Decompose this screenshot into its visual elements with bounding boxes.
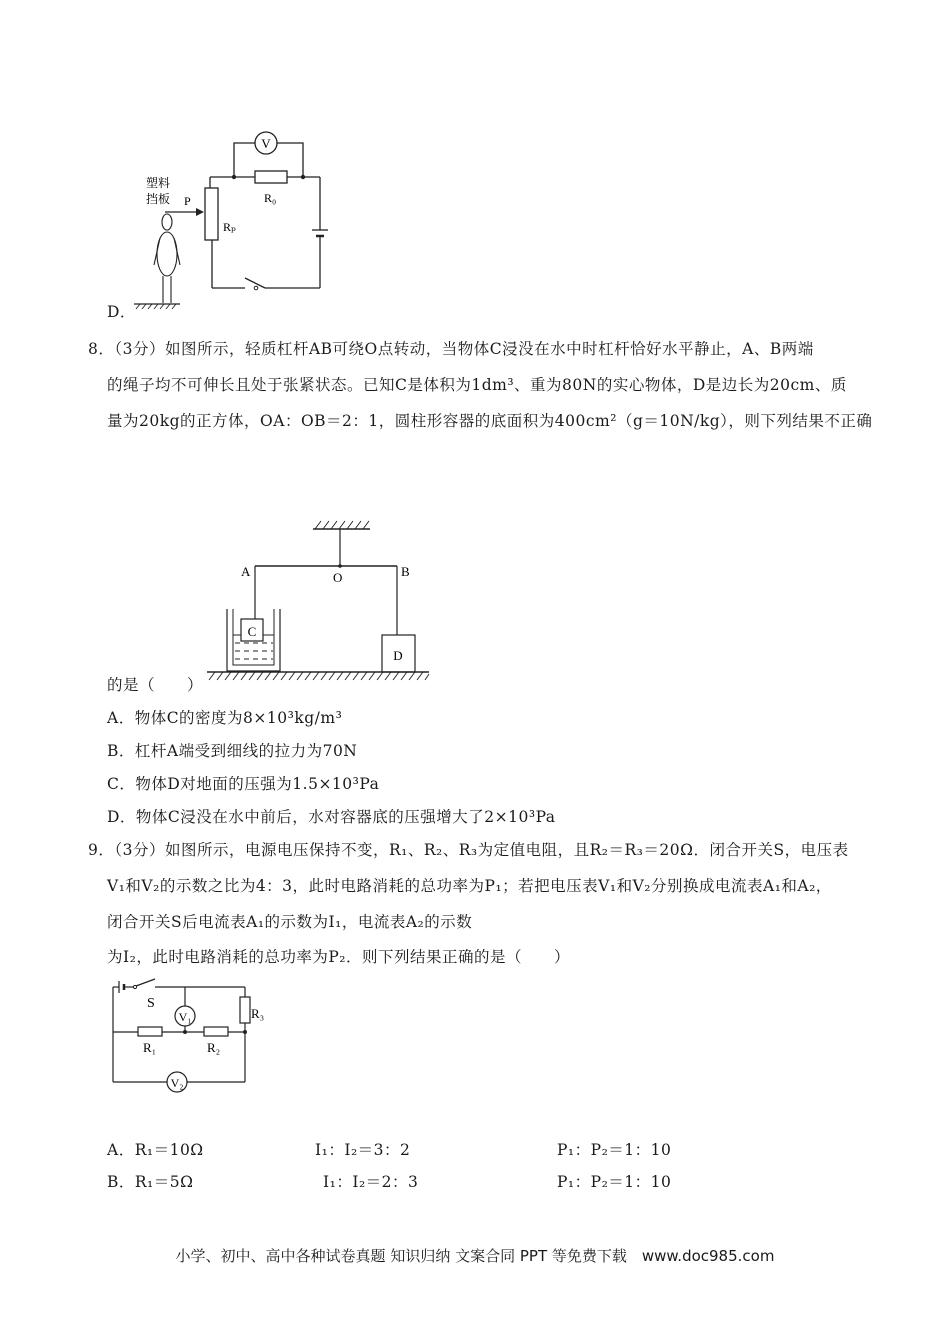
plate-label-2: 挡板 — [146, 192, 171, 206]
q8-lever-figure — [205, 515, 435, 690]
block-c-label: C — [247, 624, 257, 639]
q9-circuit-figure — [105, 975, 280, 1095]
q9-option-b-col3: P₁：P₂＝1：10 — [557, 1173, 672, 1191]
q9-option-b-col1: B．R₁＝5Ω — [107, 1173, 194, 1191]
q7-option-d: D． — [107, 303, 136, 321]
q9-option-a-col2: I₁：I₂＝3：2 — [315, 1141, 411, 1159]
r3-label: R₃ — [251, 1006, 265, 1021]
q9-option-a-col1: A．R₁＝10Ω — [107, 1141, 204, 1159]
r2-label: R₂ — [207, 1040, 221, 1055]
switch-s-label: S — [147, 996, 155, 1011]
q9-option-a-col3: P₁：P₂＝1：10 — [557, 1141, 672, 1159]
block-d-label: D — [393, 648, 403, 663]
plate-label-1: 塑料 — [146, 176, 171, 190]
footer-text: 小学、初中、高中各种试卷真题 知识归纳 文案合同 PPT 等免费下载 www.doc985.com — [175, 1247, 775, 1265]
q8-option-c: C．物体D对地面的压强为1.5×10³Pa — [107, 775, 380, 793]
q8-option-b: B．杠杆A端受到细线的拉力为70N — [107, 742, 358, 760]
q9-stem-line-3: 闭合开关S后电流表A₁的示数为I₁，电流表A₂的示数 — [107, 913, 473, 931]
v2-label: V₂ — [170, 1076, 184, 1090]
q8-stem-line-4: 的是（ ） — [107, 676, 204, 694]
q8-option-d: D．物体C浸没在水中前后，水对容器底的压强增大了2×10³Pa — [107, 808, 556, 826]
q9-stem-line-2: V₁和V₂的示数之比为4：3，此时电路消耗的总功率为P₁；若把电压表V₁和V₂分别换成电流表A₁和A₂， — [107, 877, 832, 895]
q7-circuit-figure — [120, 120, 340, 320]
lever-label-o: O — [333, 570, 343, 585]
q9-stem-line-4: 为I₂，此时电路消耗的总功率为P₂．则下列结果正确的是（ ） — [107, 948, 570, 966]
q8-stem-line-1: 8．（3分）如图所示，轻质杠杆AB可绕O点转动，当物体C浸没在水中时杠杆恰好水平静止，A、B两端 — [88, 340, 814, 358]
rp-label: Rₚ — [223, 220, 236, 234]
q8-stem-line-3: 量为20kg的正方体，OA：OB＝2：1，圆柱形容器的底面积为400cm²（g＝10N/kg），则下列结果不正确 — [107, 412, 873, 430]
r0-label: R₀ — [264, 191, 277, 205]
r1-label: R₁ — [143, 1040, 157, 1055]
q9-option-b-col2: I₁：I₂＝2：3 — [323, 1173, 419, 1191]
v1-label: V₁ — [178, 1010, 192, 1024]
q9-stem-line-1: 9．（3分）如图所示，电源电压保持不变，R₁、R₂、R₃为定值电阻，且R₂＝R₃＝20Ω．闭合开关S，电压表 — [88, 841, 849, 859]
lever-label-b: B — [401, 564, 410, 579]
q8-stem-line-2: 的绳子均不可伸长且处于张紧状态。已知C是体积为1dm³、重为80N的实心物体，D是边长为20cm、质 — [107, 376, 847, 394]
q8-option-a: A．物体C的密度为8×10³kg/m³ — [107, 709, 343, 727]
lever-label-a: A — [241, 564, 251, 579]
voltmeter-label: V — [261, 136, 271, 151]
slider-label: P — [184, 194, 191, 208]
